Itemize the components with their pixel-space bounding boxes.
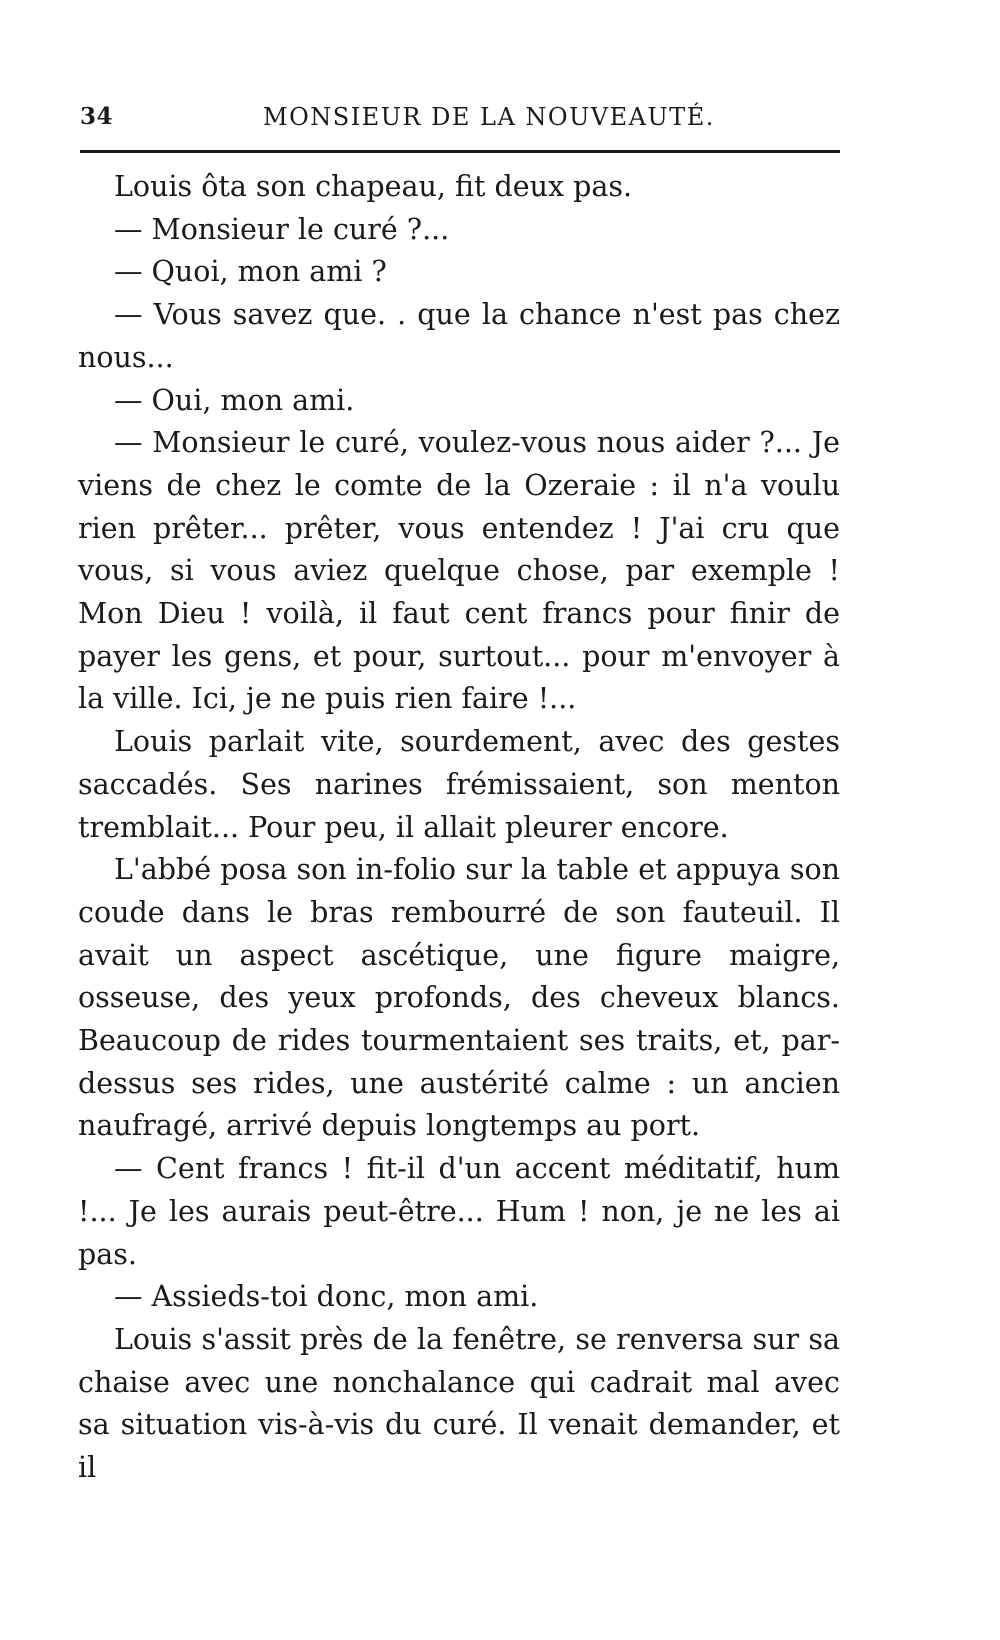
paragraph: — Vous savez que. . que la chance n'est pas chez nous... (78, 298, 840, 374)
page-header (80, 103, 840, 143)
body-text (78, 166, 840, 1490)
paragraph: Louis parlait vite, sourdement, avec des gestes saccadés. Ses narines frémissaient, son menton tremblait... Pour peu, il allait pleurer encore. (78, 725, 840, 844)
page-number: 34 (80, 103, 114, 130)
paragraph: — Quoi, mon ami ? (114, 255, 387, 289)
paragraph: Louis ôta son chapeau, fit deux pas. (114, 170, 633, 203)
paragraph: — Oui, mon ami. (114, 383, 355, 417)
paragraph: — Monsieur le curé, voulez-vous nous aider ?... Je viens de chez le comte de la Ozeraie : il n'a voulu rien prêter... prêter, vous entendez ! J'ai cru que vous, si vous aviez quelque chose, par exemple ! Mon Dieu ! voilà, il faut cent francs pour finir de payer les gens, et pour, surtout... pour m'envoyer à la ville. Ici, je ne puis rien faire !... (78, 426, 840, 716)
paragraph: — Monsieur le curé ?... (114, 212, 450, 246)
paragraph: Louis s'assit près de la fenêtre, se renversa sur sa chaise avec une nonchalance qui cadrait mal avec sa situation vis-à-vis du curé. Il venait demander, et il (78, 1322, 840, 1485)
header-rule (80, 150, 840, 153)
running-title: MONSIEUR DE LA NOUVEAUTÉ. (263, 103, 715, 131)
paragraph: L'abbé posa son in-folio sur la table et appuya son coude dans le bras rembourré de son fauteuil. Il avait un aspect ascétique, une figure maigre, osseuse, des yeux profonds, des cheveux blancs. Beaucoup de rides tourmentaient ses traits, et, par-dessus ses rides, une austérité calme : un ancien naufragé, arrivé depuis longtemps au port. (78, 853, 840, 1143)
paragraph: — Cent francs ! fit-il d'un accent méditatif, hum !... Je les aurais peut-être... Hum ! non, je ne les ai pas. (78, 1152, 840, 1271)
paragraph: — Assieds-toi donc, mon ami. (114, 1280, 539, 1314)
